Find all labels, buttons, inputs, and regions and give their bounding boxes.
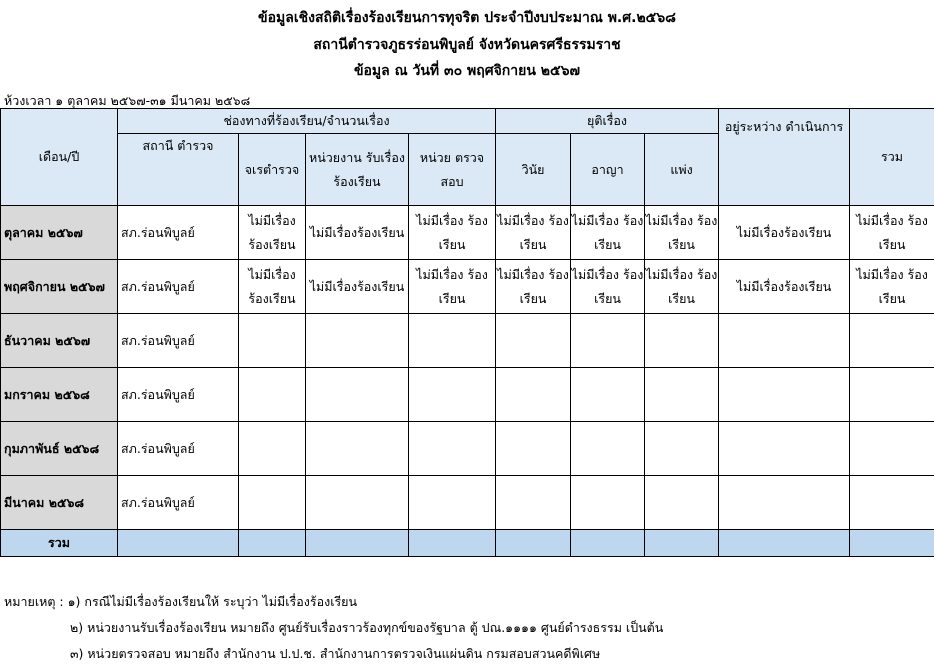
- total-cell: [118, 530, 239, 557]
- patrol-cell: [239, 422, 306, 476]
- station-cell: สภ.ร่อนพิบูลย์: [118, 422, 239, 476]
- in-progress-cell: ไม่มีเรื่องร้องเรียน: [719, 206, 850, 260]
- header-channels: ช่องทางที่ร้องเรียน/จำนวนเรื่อง: [118, 109, 496, 134]
- civil-cell: ไม่มีเรื่อง ร้องเรียน: [645, 260, 719, 314]
- criminal-cell: [571, 422, 645, 476]
- civil-cell: ไม่มีเรื่อง ร้องเรียน: [645, 206, 719, 260]
- header-station: สถานี ตำรวจ: [118, 134, 239, 206]
- criminal-cell: [571, 368, 645, 422]
- total-cell: [409, 530, 496, 557]
- note-2: ๒) หน่วยงานรับเรื่องร้องเรียน หมายถึง ศูนย์รับเรื่องราวร้องทุกข์ของรัฐบาล ตู้ ปณ.๑๑๑๑ ศูนย์ดำรงธรรม เป็นต้น: [70, 620, 664, 635]
- total-cell: [719, 530, 850, 557]
- in-progress-cell: [719, 422, 850, 476]
- patrol-cell: [239, 368, 306, 422]
- criminal-cell: [571, 314, 645, 368]
- civil-cell: [645, 476, 719, 530]
- month-cell: ธันวาคม ๒๕๖๗: [1, 314, 118, 368]
- in-progress-cell: [719, 476, 850, 530]
- note-1: หมายเหตุ : ๑) กรณีไม่มีเรื่องร้องเรียนให้ ระบุว่า ไม่มีเรื่องร้องเรียน: [4, 594, 358, 609]
- complaint-stats-table: [0, 108, 934, 557]
- patrol-cell: [239, 476, 306, 530]
- total-cell: [850, 530, 934, 557]
- header-criminal: อาญา: [571, 134, 645, 206]
- in-progress-cell: [719, 368, 850, 422]
- discipline-cell: ไม่มีเรื่อง ร้องเรียน: [496, 260, 571, 314]
- total-count-cell: [850, 314, 934, 368]
- station-cell: สภ.ร่อนพิบูลย์: [118, 206, 239, 260]
- criminal-cell: ไม่มีเรื่อง ร้องเรียน: [571, 206, 645, 260]
- table-row: [1, 422, 934, 476]
- total-count-cell: ไม่มีเรื่อง ร้องเรียน: [850, 260, 934, 314]
- month-cell: ตุลาคม ๒๕๖๗: [1, 206, 118, 260]
- audit-agency-cell: [409, 314, 496, 368]
- total-row-label: รวม: [1, 530, 118, 557]
- total-count-cell: [850, 368, 934, 422]
- month-cell: มีนาคม ๒๕๖๘: [1, 476, 118, 530]
- report-as-of-date: ข้อมูล ณ วันที่ ๓๐ พฤศจิกายน ๒๕๖๗: [353, 63, 581, 79]
- month-cell: พฤศจิกายน ๒๕๖๗: [1, 260, 118, 314]
- total-cell: [306, 530, 409, 557]
- total-cell: [571, 530, 645, 557]
- audit-agency-cell: [409, 422, 496, 476]
- receiving-agency-cell: [306, 314, 409, 368]
- total-count-cell: [850, 422, 934, 476]
- total-cell: [239, 530, 306, 557]
- table-row: [1, 260, 934, 314]
- civil-cell: [645, 422, 719, 476]
- report-subtitle-station: สถานีตำรวจภูธรร่อนพิบูลย์ จังหวัดนครศรีธรรมราช: [313, 37, 621, 53]
- note-3: ๓) หน่วยตรวจสอบ หมายถึง สำนักงาน ป.ป.ช. สำนักงานการตรวจเงินแผ่นดิน กรมสอบสวนคดีพิเศษ: [70, 646, 601, 661]
- patrol-cell: ไม่มีเรื่อง ร้องเรียน: [239, 260, 306, 314]
- header-month: เดือน/ปี: [1, 109, 118, 206]
- header-total: รวม: [850, 109, 934, 206]
- report-title: ข้อมูลเชิงสถิติเรื่องร้องเรียนการทุจริต ประจำปีงบประมาณ พ.ศ.๒๕๖๘: [258, 10, 676, 26]
- total-cell: [496, 530, 571, 557]
- station-cell: สภ.ร่อนพิบูลย์: [118, 260, 239, 314]
- receiving-agency-cell: [306, 368, 409, 422]
- patrol-cell: [239, 314, 306, 368]
- patrol-cell: ไม่มีเรื่อง ร้องเรียน: [239, 206, 306, 260]
- discipline-cell: [496, 422, 571, 476]
- station-cell: สภ.ร่อนพิบูลย์: [118, 476, 239, 530]
- header-civil: แพ่ง: [645, 134, 719, 206]
- discipline-cell: [496, 476, 571, 530]
- header-discipline: วินัย: [496, 134, 571, 206]
- period-label: ห้วงเวลา ๑ ตุลาคม ๒๕๖๗-๓๑ มีนาคม ๒๕๖๘: [4, 93, 251, 108]
- discipline-cell: [496, 368, 571, 422]
- month-cell: กุมภาพันธ์ ๒๕๖๘: [1, 422, 118, 476]
- total-cell: [645, 530, 719, 557]
- civil-cell: [645, 314, 719, 368]
- discipline-cell: ไม่มีเรื่อง ร้องเรียน: [496, 206, 571, 260]
- receiving-agency-cell: ไม่มีเรื่องร้องเรียน: [306, 206, 409, 260]
- audit-agency-cell: [409, 476, 496, 530]
- civil-cell: [645, 368, 719, 422]
- table-row: [1, 206, 934, 260]
- criminal-cell: ไม่มีเรื่อง ร้องเรียน: [571, 260, 645, 314]
- criminal-cell: [571, 476, 645, 530]
- total-count-cell: [850, 476, 934, 530]
- header-in-progress: อยู่ระหว่าง ดำเนินการ: [719, 109, 850, 206]
- header-patrol: จเรตำรวจ: [239, 134, 306, 206]
- audit-agency-cell: ไม่มีเรื่อง ร้องเรียน: [409, 260, 496, 314]
- in-progress-cell: [719, 314, 850, 368]
- receiving-agency-cell: [306, 422, 409, 476]
- header-audit-agency: หน่วย ตรวจสอบ: [409, 134, 496, 206]
- station-cell: สภ.ร่อนพิบูลย์: [118, 314, 239, 368]
- receiving-agency-cell: [306, 476, 409, 530]
- header-receiving-agency: หน่วยงาน รับเรื่อง ร้องเรียน: [306, 134, 409, 206]
- receiving-agency-cell: ไม่มีเรื่องร้องเรียน: [306, 260, 409, 314]
- audit-agency-cell: ไม่มีเรื่อง ร้องเรียน: [409, 206, 496, 260]
- table-row: [1, 368, 934, 422]
- table-row: [1, 476, 934, 530]
- discipline-cell: [496, 314, 571, 368]
- station-cell: สภ.ร่อนพิบูลย์: [118, 368, 239, 422]
- table-row: [1, 314, 934, 368]
- header-concluded: ยุติเรื่อง: [496, 109, 719, 134]
- total-count-cell: ไม่มีเรื่อง ร้องเรียน: [850, 206, 934, 260]
- audit-agency-cell: [409, 368, 496, 422]
- in-progress-cell: ไม่มีเรื่องร้องเรียน: [719, 260, 850, 314]
- month-cell: มกราคม ๒๕๖๘: [1, 368, 118, 422]
